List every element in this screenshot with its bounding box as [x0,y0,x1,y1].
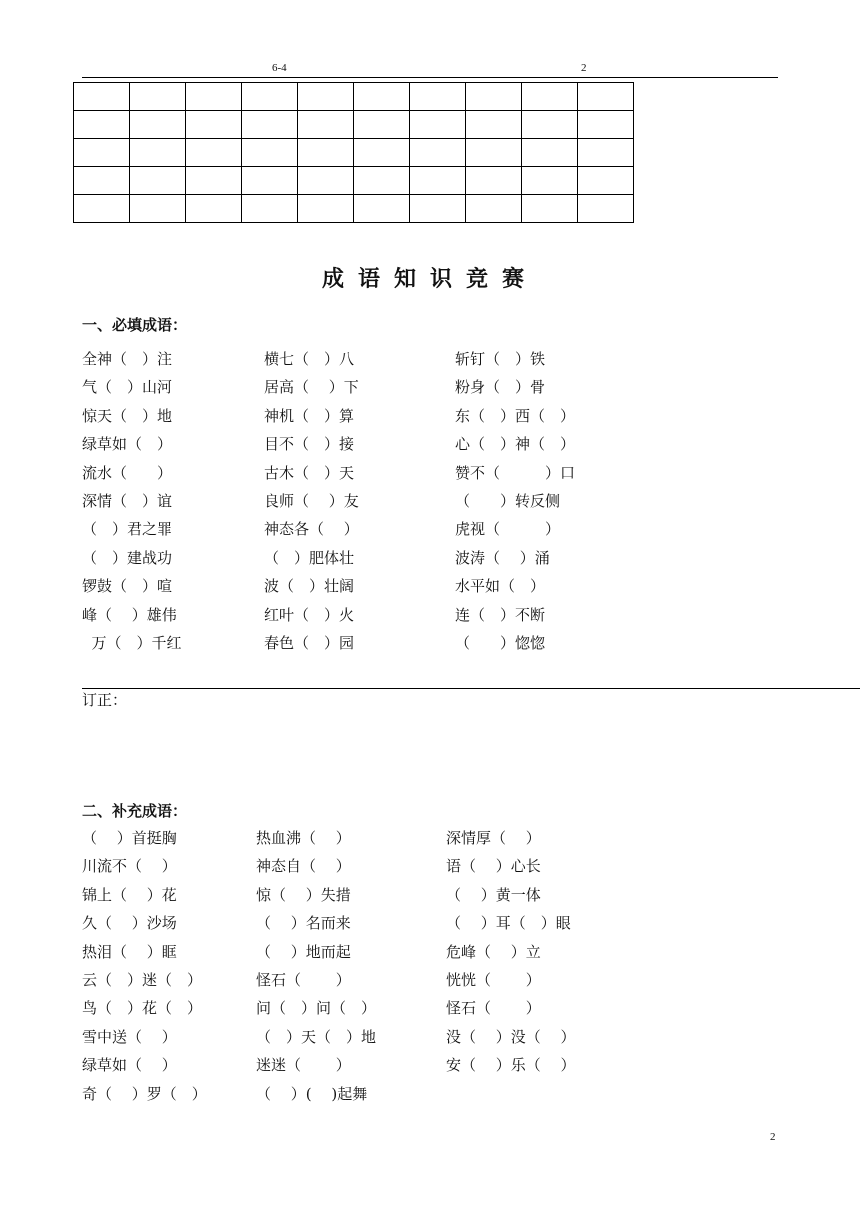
idiom-item: 锣鼓（ ）喧 [82,577,173,596]
idiom-item: 气（ ）山河 [82,378,173,397]
page-number: 2 [770,1131,776,1143]
idiom-item: （ ）肥体壮 [264,548,355,567]
grid-cell [522,139,578,167]
idiom-item: （ ）地而起 [256,942,351,961]
idiom-item: 神机（ ）算 [264,406,355,425]
grid-cell [578,139,634,167]
idiom-item: （ ）建战功 [82,548,173,567]
idiom-item: 绿草如（ ） [82,1056,177,1075]
grid-cell [242,111,298,139]
grid-cell [466,83,522,111]
grid-cell [186,167,242,195]
grid-cell [130,83,186,111]
idiom-item: 久（ ）沙场 [82,914,177,933]
grid-row [74,139,634,167]
grid-cell [186,111,242,139]
idiom-item: 川流不（ ） [82,857,177,876]
idiom-item: 红叶（ ）火 [264,605,355,624]
section2-heading: 二、补充成语： [82,802,188,820]
grid-cell [298,83,354,111]
grid-cell [410,111,466,139]
grid-cell [74,139,130,167]
idiom-item: 奇（ ）罗（ ） [82,1084,207,1103]
grid-cell [466,195,522,223]
idiom-item: （ ）( )起舞 [256,1084,368,1103]
grid-cell [522,195,578,223]
idiom-item: 雪中送（ ） [82,1027,177,1046]
idiom-item: 安（ ）乐（ ） [446,1056,576,1075]
grid-cell [74,195,130,223]
grid-cell [466,167,522,195]
idiom-item: 云（ ）迷（ ） [82,971,203,989]
grid-cell [522,83,578,111]
grid-cell [410,195,466,223]
idiom-item: 绿草如（ ） [82,435,173,454]
grid-cell [354,83,410,111]
idiom-item: （ ）惚惚 [455,634,546,652]
grid-cell [242,83,298,111]
idiom-item: 惊天（ ）地 [82,406,173,425]
idiom-item: 春色（ ）园 [264,634,355,652]
idiom-item: 迷迷（ ） [256,1056,351,1075]
grid-cell [354,195,410,223]
grid-cell [130,111,186,139]
grid-cell [298,195,354,223]
idiom-item: 流水（ ） [82,463,173,482]
grid-cell [354,167,410,195]
idiom-item: 恍恍（ ） [446,971,541,989]
header-left: 6-4 [272,62,287,74]
idiom-item: （ ）天（ ）地 [256,1027,377,1046]
idiom-item: 心（ ）神（ ） [455,435,576,454]
grid-cell [298,139,354,167]
grid-cell [578,195,634,223]
idiom-item: 怪石（ ） [446,999,541,1018]
idiom-item: 波（ ）壮阔 [264,577,355,596]
grid-row [74,111,634,139]
grid-cell [130,167,186,195]
idiom-item: 热血沸（ ） [256,829,351,847]
grid-cell [410,83,466,111]
section1-heading: 一、必填成语： [82,316,188,334]
grid-cell [466,139,522,167]
idiom-item: 居高（ ）下 [264,378,359,397]
correction-rule [82,688,860,689]
grid-cell [186,195,242,223]
grid-cell [74,83,130,111]
grid-cell [522,111,578,139]
grid-row [74,83,634,111]
idiom-item: 神态各（ ） [264,520,359,539]
grid-cell [578,83,634,111]
idiom-item: 问（ ）问（ ） [256,999,377,1018]
idiom-item: 粉身（ ）骨 [455,378,546,397]
idiom-item: 怪石（ ） [256,971,351,989]
grid-cell [578,167,634,195]
grid-cell [242,167,298,195]
grid-cell [74,111,130,139]
idiom-item: 横七（ ）八 [264,350,355,368]
grid-cell [186,139,242,167]
idiom-item: 赞不（ ）口 [455,463,576,482]
idiom-item: 鸟（ ）花（ ） [82,999,203,1018]
idiom-item: 万（ ）千红 [82,634,182,652]
idiom-item: （ ）君之罪 [82,520,173,539]
grid-cell [354,111,410,139]
page-title: 成语知识竞赛 [321,267,538,292]
idiom-item: 热泪（ ）眶 [82,942,177,961]
grid-cell [354,139,410,167]
grid-cell [578,111,634,139]
idiom-item: 水平如（ ） [455,577,546,596]
grid-cell [186,83,242,111]
idiom-item: 目不（ ）接 [264,435,355,454]
idiom-item: 危峰（ ）立 [446,942,541,961]
idiom-item: 良师（ ）友 [264,492,359,510]
idiom-item: 虎视（ ） [455,520,561,539]
header-rule [82,77,778,78]
correction-label: 订正： [82,691,128,709]
grid-cell [74,167,130,195]
idiom-item: 深情（ ）谊 [82,492,173,510]
grid-cell [242,139,298,167]
idiom-item: （ ）耳（ ）眼 [446,914,571,933]
idiom-item: 连（ ）不断 [455,605,546,624]
grid-cell [410,167,466,195]
grid-cell [522,167,578,195]
idiom-item: 东（ ）西（ ） [455,406,576,425]
grid-row [74,167,634,195]
idiom-item: 神态自（ ） [256,857,351,876]
idiom-item: 语（ ）心长 [446,857,541,876]
grid-cell [242,195,298,223]
grid-cell [410,139,466,167]
idiom-item: 古木（ ）天 [264,463,355,482]
header-right: 2 [581,62,587,74]
grid-cell [298,167,354,195]
idiom-item: （ ）首挺胸 [82,829,177,847]
idiom-item: 惊（ ）失措 [256,885,351,904]
idiom-item: （ ）转反侧 [455,492,561,510]
grid-cell [298,111,354,139]
grid-cell [130,195,186,223]
idiom-item: 深情厚（ ） [446,829,541,847]
idiom-item: 斩钉（ ）铁 [455,350,546,368]
grid-cell [466,111,522,139]
grid-row [74,195,634,223]
idiom-item: （ ）黄一体 [446,885,541,904]
writing-grid [73,82,634,223]
grid-cell [130,139,186,167]
idiom-item: 波涛（ ）涌 [455,548,550,567]
idiom-item: （ ）名而来 [256,914,351,933]
idiom-item: 全神（ ）注 [82,350,173,368]
idiom-item: 峰（ ）雄伟 [82,605,177,624]
idiom-item: 锦上（ ）花 [82,885,177,904]
idiom-item: 没（ ）没（ ） [446,1027,576,1046]
